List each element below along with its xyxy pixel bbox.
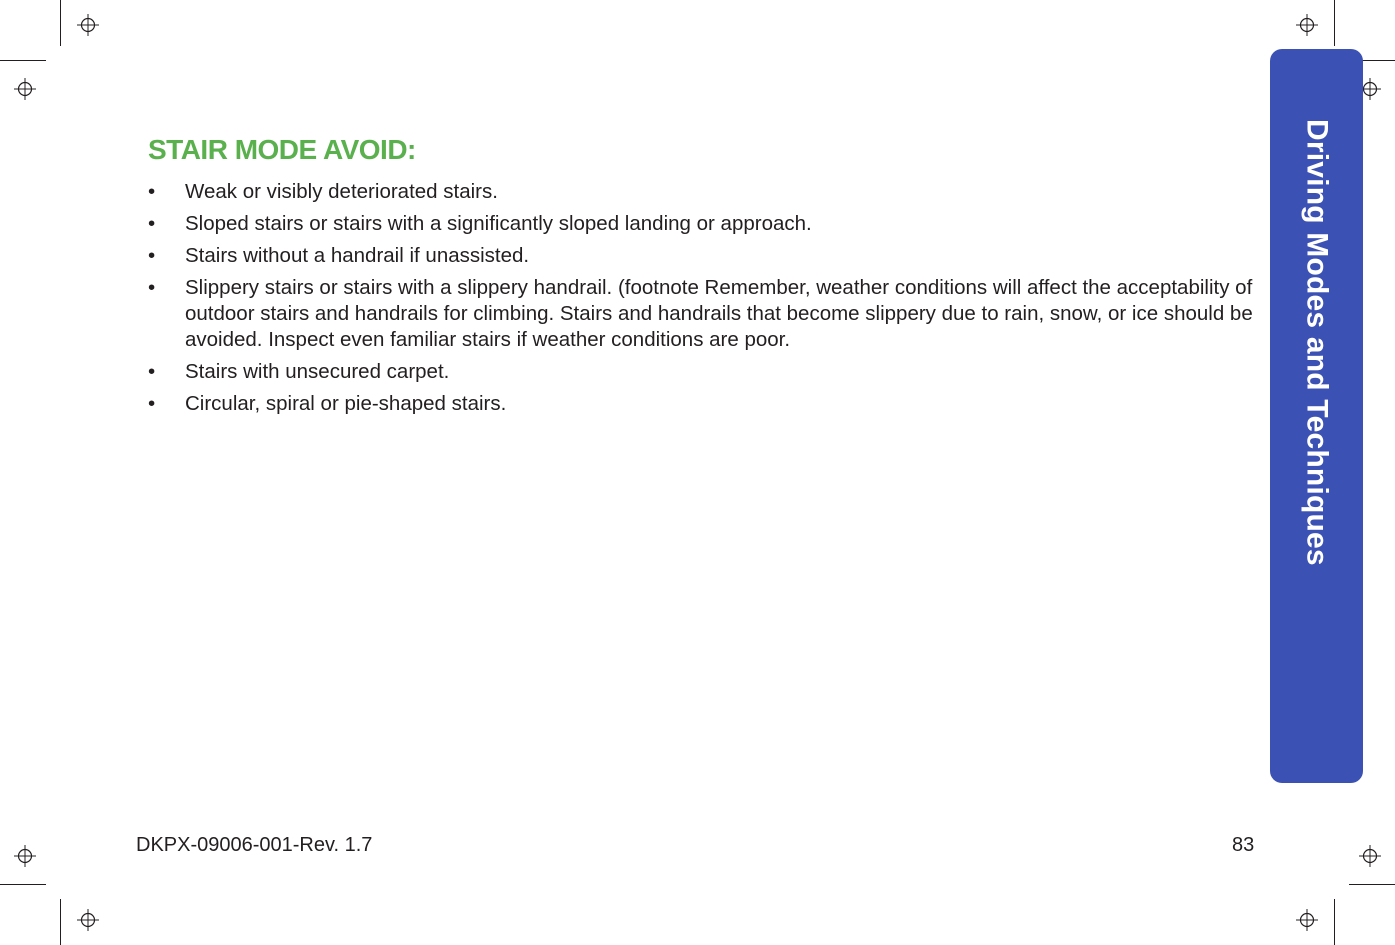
registration-mark-icon: [14, 845, 36, 867]
crop-mark: [1334, 899, 1335, 945]
list-item: [148, 243, 1258, 269]
bullet: •: [148, 244, 156, 267]
list-item-text: Stairs without a handrail if unassisted.: [185, 244, 530, 267]
list-item: [148, 359, 1258, 385]
list-item: [148, 211, 1258, 237]
registration-mark-icon: [1359, 845, 1381, 867]
document-id: DKPX-09006-001-Rev. 1.7: [136, 834, 373, 856]
crop-mark: [0, 884, 46, 885]
list-item: [148, 391, 1258, 417]
page-number: 83: [1232, 834, 1255, 856]
list-item-text: Circular, spiral or pie-shaped stairs.: [185, 392, 507, 415]
crop-mark: [1334, 0, 1335, 46]
bullet: •: [148, 180, 156, 203]
registration-mark-icon: [1296, 909, 1318, 931]
list-item: [148, 275, 1258, 353]
crop-mark: [60, 0, 61, 46]
list-item-text: Sloped stairs or stairs with a significantly sloped landing or approach.: [185, 212, 812, 235]
section-heading: STAIR MODE AVOID:: [148, 134, 416, 165]
list-item-text: Stairs with unsecured carpet.: [185, 360, 450, 383]
registration-mark-icon: [1296, 14, 1318, 36]
registration-mark-icon: [77, 14, 99, 36]
bullet: •: [148, 212, 156, 235]
list-item-text: Slippery stairs or stairs with a slippery handrail. (footnote Remember, weather conditions will affect the acceptability of outdoor stairs and handrails for climbing. Stairs and handrails that become slippery due to rain, snow, or ice should be avoided. Inspect even familiar stairs if weather conditions are poor.: [185, 276, 1253, 351]
chapter-side-tab: [1270, 49, 1363, 783]
crop-mark: [60, 899, 61, 945]
crop-mark: [0, 60, 46, 61]
list-item-text: Weak or visibly deteriorated stairs.: [185, 180, 498, 203]
avoid-list: [148, 179, 1258, 423]
registration-mark-icon: [14, 78, 36, 100]
list-item: [148, 179, 1258, 205]
crop-mark: [1349, 884, 1395, 885]
chapter-tab-label: Driving Modes and Techniques: [1300, 119, 1334, 566]
registration-mark-icon: [77, 909, 99, 931]
bullet: •: [148, 276, 156, 299]
bullet: •: [148, 392, 156, 415]
bullet: •: [148, 360, 156, 383]
